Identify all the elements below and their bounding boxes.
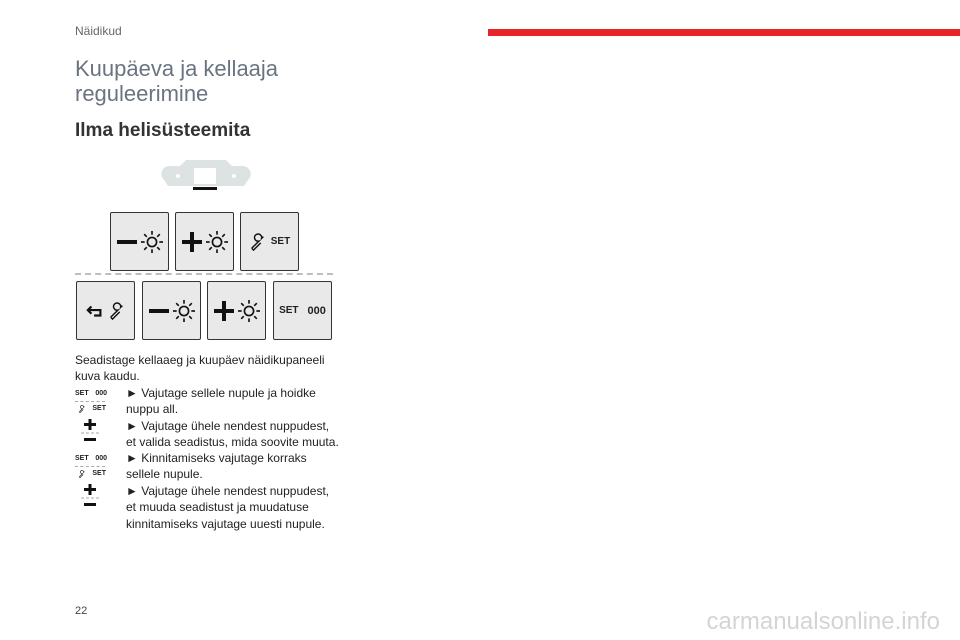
mini-divider <box>75 466 105 467</box>
page-number: 22 <box>75 605 88 617</box>
plus-minus-mini-icon <box>81 419 101 445</box>
section-header: Näidikud <box>75 24 122 38</box>
minus-icon <box>149 301 169 321</box>
brightness-down-button[interactable] <box>110 212 169 271</box>
divider <box>75 273 333 275</box>
sun-icon <box>206 231 228 253</box>
set-label: SET <box>75 390 89 397</box>
plus-icon <box>182 232 202 252</box>
wrench-set-button[interactable] <box>240 212 299 271</box>
set-label: SET <box>279 305 299 316</box>
sun-icon <box>141 231 163 253</box>
mini-divider <box>75 401 105 402</box>
back-arrow-icon <box>86 302 104 320</box>
instrument-cluster-icon <box>160 156 252 192</box>
wrench-icon <box>249 233 267 251</box>
brightness-down-button-2[interactable] <box>142 281 201 340</box>
back-wrench-button[interactable] <box>76 281 135 340</box>
set-label: SET <box>92 405 106 412</box>
set-label: SET <box>75 455 89 462</box>
plus-minus-mini-icon <box>81 484 101 510</box>
brightness-up-button[interactable] <box>175 212 234 271</box>
page-title: Kuupäeva ja kellaaja reguleerimine <box>75 56 279 106</box>
zeros-label: 000 <box>95 455 107 462</box>
wrench-icon <box>78 470 86 478</box>
zeros-label: 000 <box>95 390 107 397</box>
step-2: ► Vajutage ühele nendest nuppudest, et valida seadistus, mida soovite muuta. <box>126 419 339 450</box>
wrench-set-mini-icon <box>78 470 106 478</box>
step-3: ► Kinnitamiseks vajutage korraks sellele nupule. <box>126 451 307 482</box>
zeros-label: 000 <box>307 304 326 317</box>
watermark: carmanualsonline.info <box>706 608 940 635</box>
wrench-icon <box>108 302 126 320</box>
brightness-up-button-2[interactable] <box>207 281 266 340</box>
step-4: ► Vajutage ühele nendest nuppudest, et muuda seadistust ja muudatuse kinnitamiseks vajutage uuesti nupule. <box>126 484 330 531</box>
set-label: SET <box>270 236 291 247</box>
set-000-mini-icon <box>75 390 107 398</box>
wrench-set-mini-icon <box>78 405 106 413</box>
minus-icon <box>117 232 137 252</box>
accent-bar <box>488 29 960 36</box>
intro-text: Seadistage kellaaeg ja kuupäev näidikupaneeli kuva kaudu. <box>75 353 325 384</box>
set-label: SET <box>92 470 106 477</box>
set-000-mini-icon <box>75 455 107 463</box>
step-1: ► Vajutage sellele nupule ja hoidke nuppu all. <box>126 386 316 417</box>
section-subtitle: Ilma helisüsteemita <box>75 120 251 141</box>
sun-icon <box>173 300 195 322</box>
set-000-button[interactable] <box>273 281 332 340</box>
sun-icon <box>238 300 260 322</box>
plus-icon <box>214 301 234 321</box>
wrench-icon <box>78 405 86 413</box>
